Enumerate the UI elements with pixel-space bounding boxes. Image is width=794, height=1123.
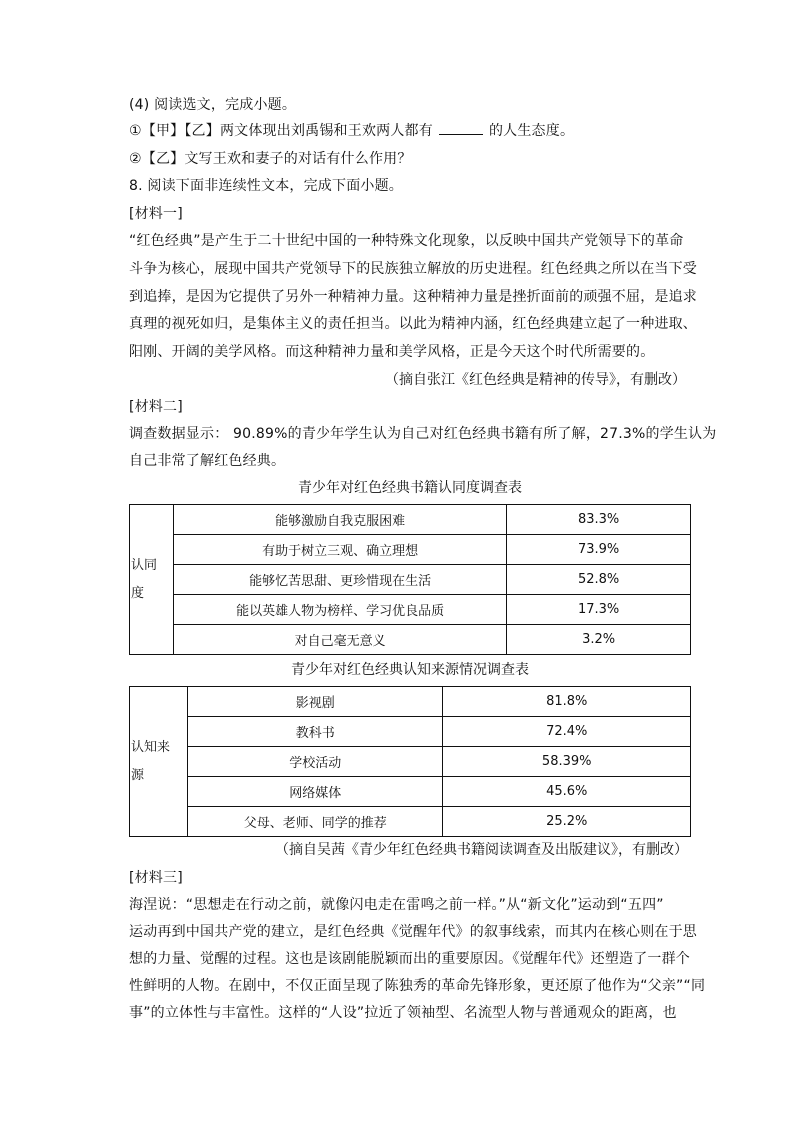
table-cell-value: 52.8% xyxy=(507,565,691,595)
material-1-line: 真理的视死如归，是集体主义的责任担当。以此为精神内涵，红色经典建立起了一种进取、 xyxy=(129,316,697,332)
table-cell-value: 73.9% xyxy=(507,535,691,565)
table-cell-value: 72.4% xyxy=(443,717,691,747)
table-cell-item: 对自己毫无意义 xyxy=(173,625,506,655)
table-row xyxy=(130,807,691,837)
material-3-line: 海涅说：“思想走在行动之前，就像闪电走在雷鸣之前一样。”从“新文化”运动到“五四” xyxy=(129,897,664,913)
material-1-line: 斗争为核心，展现中国共产党领导下的民族独立解放的历史进程。红色经典之所以在当下受 xyxy=(129,261,697,277)
table-row xyxy=(130,535,691,565)
table-row xyxy=(130,717,691,747)
table-1-title: 青少年对红色经典书籍认同度调查表 xyxy=(298,480,522,496)
material-3-heading: [材料三] xyxy=(129,870,183,886)
table-cell-value: 83.3% xyxy=(507,505,691,535)
material-1-line: 到追捧，是因为它提供了另外一种精神力量。这种精神力量是挫折面前的顽强不屈，是追求 xyxy=(129,289,697,305)
table-cell-item: 能以英雄人物为榜样、学习优良品质 xyxy=(173,595,506,625)
material-3-line: 想的力量、觉醒的过程。这也是该剧能脱颖而出的重要原因。《觉醒年代》还塑造了一群个 xyxy=(129,951,690,967)
table-cell-value: 81.8% xyxy=(443,687,691,717)
table-cell-item: 父母、老师、同学的推荐 xyxy=(187,807,442,837)
table-2-title: 青少年对红色经典认知来源情况调查表 xyxy=(291,662,529,678)
table-row xyxy=(130,565,691,595)
table-1-header xyxy=(130,505,174,655)
table-cell-item: 能够激励自我克服困难 xyxy=(173,505,506,535)
question-4-1-suffix: 的人生态度。 xyxy=(488,123,575,139)
material-2-heading: [材料二] xyxy=(129,399,183,415)
material-2-line: 自己非常了解红色经典。 xyxy=(129,453,286,469)
question-8: 8. 阅读下面非连续性文本，完成下面小题。 xyxy=(129,178,404,194)
table-cell-item: 教科书 xyxy=(187,717,442,747)
material-2-line: 调查数据显示： 90.89%的青少年学生认为自己对红色经典书籍有所了解，27.3%的学生认为 xyxy=(129,426,717,442)
question-4-2: ②【乙】文写王欢和妻子的对话有什么作用？ xyxy=(129,151,412,167)
table-cell-item: 学校活动 xyxy=(187,747,442,777)
table-cell-item: 有助于树立三观、确立理想 xyxy=(173,535,506,565)
table-cell-value: 3.2% xyxy=(507,625,691,655)
material-1-line: “红色经典”是产生于二十世纪中国的一种特殊文化现象，以反映中国共产党领导下的革命 xyxy=(129,233,684,249)
answer-blank[interactable] xyxy=(439,122,483,135)
material-1-line: 阳刚、开阔的美学风格。而这种精神力量和美学风格，正是今天这个时代所需要的。 xyxy=(129,344,655,360)
table-row xyxy=(130,625,691,655)
table-cell-value: 17.3% xyxy=(507,595,691,625)
table-row xyxy=(130,777,691,807)
material-3-line: 运动再到中国共产党的建立，是红色经典《觉醒年代》的叙事线索，而其内在核心则在于思 xyxy=(129,924,697,940)
table-2-header-text: 认知来源 xyxy=(131,739,171,783)
table-cell-value: 58.39% xyxy=(443,747,691,777)
table-2 xyxy=(129,686,691,837)
table-row xyxy=(130,747,691,777)
table-cell-value: 45.6% xyxy=(443,777,691,807)
table-cell-item: 网络媒体 xyxy=(187,777,442,807)
question-4-1-prefix: ①【甲】【乙】两文体现出刘禹锡和王欢两人都有 xyxy=(129,123,433,139)
table-cell-item: 影视剧 xyxy=(187,687,442,717)
material-1-heading: [材料一] xyxy=(129,206,183,222)
table-cell-value: 25.2% xyxy=(443,807,691,837)
material-3-line: 事”的立体性与丰富性。这样的“人设”拉近了领袖型、名流型人物与普通观众的距离，也 xyxy=(129,1005,677,1021)
material-1-source: （摘自张江《红色经典是精神的传导》，有删改） xyxy=(385,372,686,388)
question-4-1 xyxy=(129,121,574,141)
table-row xyxy=(130,595,691,625)
question-4-title: (4) 阅读选文，完成小题。 xyxy=(129,97,297,113)
table-1-header-text: 认同度 xyxy=(131,557,158,601)
material-3-line: 性鲜明的人物。在剧中，不仅正面呈现了陈独秀的革命先锋形象，更还原了他作为“父亲”“同 xyxy=(129,978,706,994)
table-row xyxy=(130,505,691,535)
table-cell-item: 能够忆苦思甜、更珍惜现在生活 xyxy=(173,565,506,595)
table-row xyxy=(130,687,691,717)
material-2-source: （摘自吴茜《青少年红色经典书籍阅读调查及出版建议》，有删改） xyxy=(275,842,688,858)
table-2-header xyxy=(130,687,188,837)
table-1 xyxy=(129,504,691,655)
